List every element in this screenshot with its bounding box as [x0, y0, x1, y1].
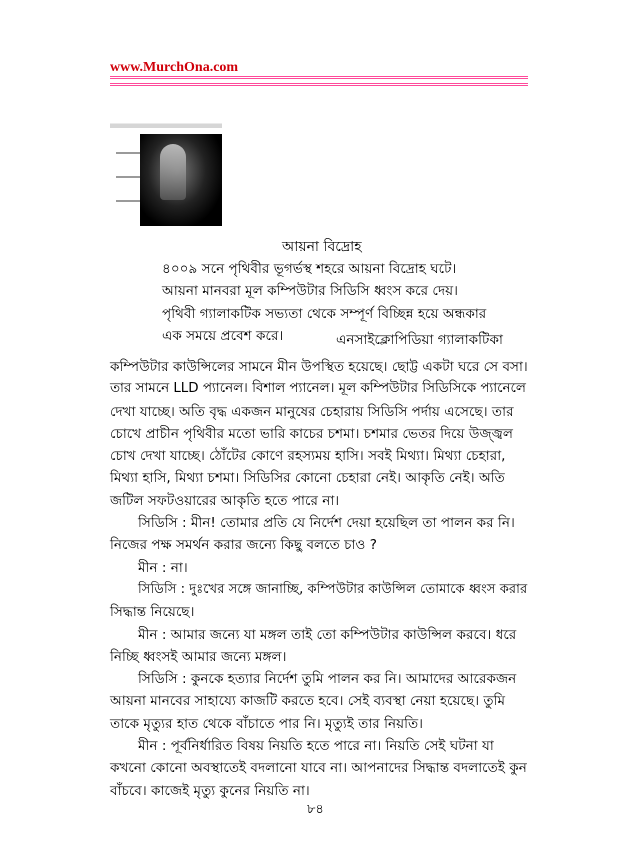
- photo-detail: [116, 200, 140, 202]
- body-line: দেখা যাচ্ছে। অতি বৃদ্ধ একজন মানুষের চেহারায় সিডিসি পর্দায় এসেছে। তার: [110, 403, 514, 420]
- body-line: মিথ্যা হাসি, মিথ্যা চশমা। সিডিসির কোনো চেহারা নেই। আকৃতি নেই। অতি: [110, 470, 505, 487]
- epigraph-source: এনসাইক্লোপিডিয়া গ্যালাকটিকা: [336, 332, 503, 348]
- body-line: তার সামনে LLD প্যানেল। বিশাল প্যানেল। মূল কম্পিউটার সিডিসিকে প্যানেলে: [110, 381, 526, 397]
- body-line: সিডিসি : দুঃখের সঙ্গে জানাচ্ছি, কম্পিউটার কাউন্সিল তোমাকে ধ্বংস করার: [138, 581, 528, 597]
- body-line: মীন : না।: [138, 559, 188, 576]
- body-line: সিদ্ধান্ত নিয়েছে।: [110, 604, 195, 621]
- photo-detail: [116, 176, 140, 178]
- body-line: কখনো কোনো অবস্থাতেই বদলানো যাবে না। আপনাদের সিদ্ধান্ত বদলাতেই কুন: [110, 760, 527, 777]
- body-line: সিডিসি : কুনকে হত্যার নির্দেশ তুমি পালন কর নি। আমাদের আরেকজন: [138, 671, 517, 688]
- body-line: মীন : পূর্বনির্ধারিত বিষয় নিয়তি হতে পারে না। নিয়তি সেই ঘটনা যা: [138, 738, 494, 755]
- body-line: সিডিসি : মীন! তোমার প্রতি যে নির্দেশ দেয়া হয়েছিল তা পালন কর নি।: [138, 515, 515, 532]
- body-line: নিচ্ছি ধ্বংসই আমার জন্যে মঙ্গল।: [110, 648, 287, 665]
- body-line: কম্পিউটার কাউন্সিলের সামনে মীন উপস্থিত হয়েছে। ছোট্ট একটা ঘরে সে বসা।: [110, 359, 528, 375]
- body-line: জটিল সফটওয়ারের আকৃতি হতে পারে না।: [110, 492, 340, 509]
- body-line: মীন : আমার জন্যে যা মঙ্গল তাই তো কম্পিউটার কাউন্সিল করবে। ধরে: [138, 626, 517, 643]
- epigraph-line: আয়না মানবরা মূল কম্পিউটার সিডিসি ধ্বংস করে দেয়।: [162, 283, 458, 300]
- photo-highlight: [160, 144, 186, 200]
- body-line: নিজের পক্ষ সমর্থন করার জন্যে কিছু বলতে চাও ?: [110, 537, 377, 554]
- header-rule: [110, 76, 528, 86]
- body-line: চোখ দেখা যাচ্ছে। ঠোঁটের কোণে রহস্যময় হাসি। সবই মিথ্যা। মিথ্যা চেহারা,: [110, 448, 506, 465]
- epigraph-line: পৃথিবী গ্যালাকটিক সভ্যতা থেকে সম্পূর্ণ বিচ্ছিন্ন হয়ে অন্ধকার: [162, 305, 487, 322]
- site-link[interactable]: www.MurchOna.com: [110, 60, 239, 75]
- epigraph-line: ৪০০৯ সনে পৃথিবীর ভূগর্ভস্থ শহরে আয়না বিদ্রোহ ঘটে।: [162, 261, 457, 277]
- body-line: চোখে প্রাচীন পৃথিবীর মতো ভারি কাচের চশমা। চশমার ভেতর দিয়ে উজ্জ্বল: [110, 425, 514, 442]
- photo-detail: [116, 152, 140, 154]
- body-line: বাঁচবে। কাজেই মৃত্যু কুনের নিয়তি না।: [110, 782, 310, 799]
- photo: [110, 112, 222, 226]
- epigraph-line: এক সময়ে প্রবেশ করে।: [162, 327, 284, 344]
- body-line: আয়না মানবের সাহায্যে কাজটি করতে হবে। সেই ব্যবস্থা নেয়া হয়েছে। তুমি: [110, 693, 506, 710]
- page-number: ৮৪: [307, 802, 324, 817]
- epigraph-title: আয়না বিদ্রোহ: [282, 239, 362, 255]
- body-line: তাকে মৃত্যুর হাত থেকে বাঁচাতে পার নি। মৃত্যুই তার নিয়তি।: [110, 715, 424, 732]
- body-text: [110, 356, 530, 802]
